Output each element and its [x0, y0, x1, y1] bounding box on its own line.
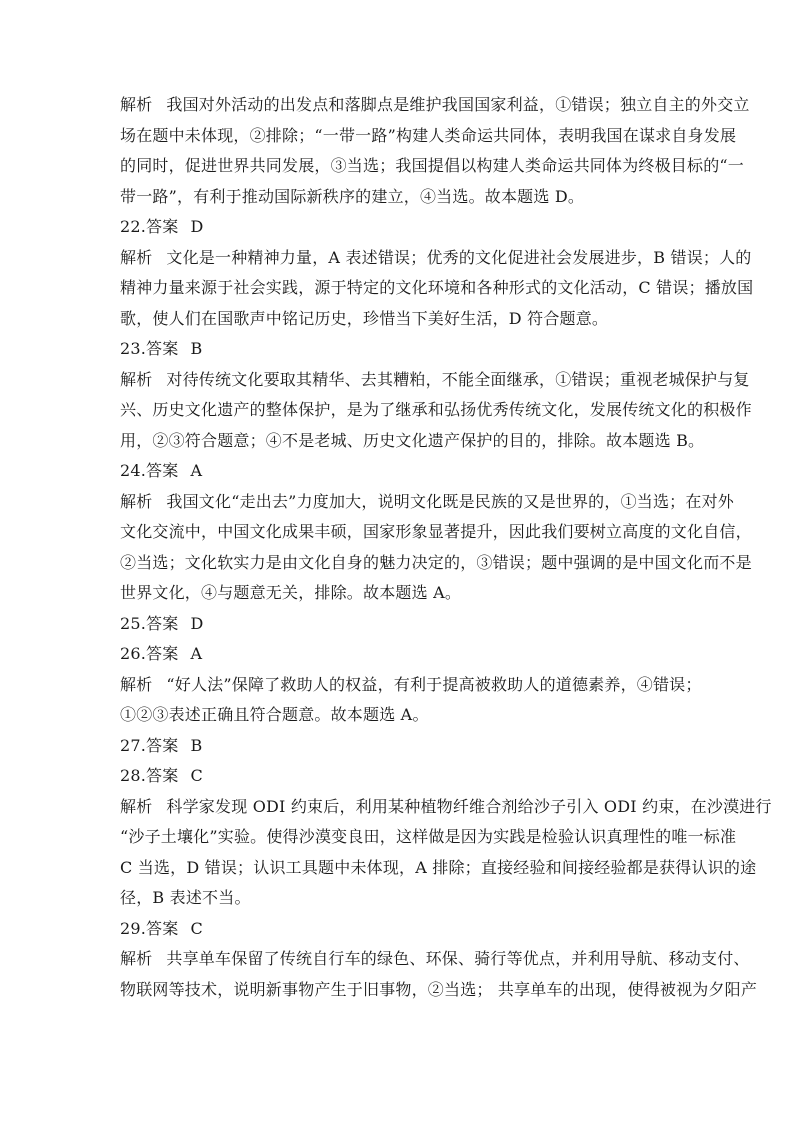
answer-value: C — [190, 918, 203, 938]
analysis-text: 科学家发现 ODI 约束后，利用某种植物纤维合剂给沙子引入 ODI 约束，在沙漠进行 — [166, 796, 772, 816]
analysis-label: 解析 — [120, 491, 153, 511]
analysis-line: 歌，使人们在国歌声中铭记历史，珍惜当下美好生活，D 符合题意。 — [120, 308, 609, 328]
question-number: 25. — [120, 613, 147, 633]
analysis-line: 场在题中未体现，②排除；“一带一路”构建人类命运共同体，表明我国在谋求自身发展 — [120, 125, 737, 145]
answer-analysis-page — [120, 90, 772, 1005]
question-number: 29. — [120, 918, 147, 938]
analysis-label: 解析 — [120, 247, 153, 267]
analysis-line: 物联网等技术，说明新事物产生于旧事物，②当选； 共享单车的出现，使得被视为夕阳产 — [120, 979, 758, 999]
analysis-label: 解析 — [120, 949, 153, 968]
analysis-label: 解析 — [120, 674, 153, 694]
answer-line — [120, 609, 682, 640]
question-number: 26. — [120, 644, 147, 663]
question-number: 23. — [120, 339, 147, 358]
answer-label: 答案 — [146, 766, 179, 785]
answer-value: A — [190, 461, 203, 480]
analysis-label: 解析 — [120, 796, 153, 816]
answer-line — [120, 914, 682, 945]
analysis-line: 兴、历史文化遗产的整体保护，是为了继承和弘扬优秀传统文化，发展传统文化的积极作 — [120, 400, 752, 419]
answer-label: 答案 — [146, 918, 179, 938]
answer-line — [120, 731, 682, 762]
answer-line — [120, 212, 682, 243]
analysis-block — [120, 792, 772, 914]
analysis-line — [120, 243, 752, 274]
question-number: 28. — [120, 766, 147, 785]
analysis-line: 文化交流中，中国文化成果丰硕，国家形象显著提升，因此我们要树立高度的文化自信， — [120, 522, 752, 541]
analysis-line: ①②③表述正确且符合题意。故本题选 A。 — [120, 705, 429, 724]
answer-label: 答案 — [146, 735, 179, 755]
analysis-line: 带一路”，有利于推动国际新秩序的建立，④当选。故本题选 D。 — [120, 186, 585, 206]
analysis-line: ②当选；文化软实力是由文化自身的魅力决定的，③错误；题中强调的是中国文化而不是 — [120, 552, 752, 572]
answer-label: 答案 — [146, 461, 179, 480]
analysis-block — [120, 243, 754, 335]
answer-value: D — [190, 613, 204, 633]
analysis-label: 解析 — [120, 369, 153, 389]
answer-value: D — [190, 217, 204, 236]
analysis-text: 共享单车保留了传统自行车的绿色、环保、骑行等优点，并利用导航、移动支付、 — [166, 949, 750, 968]
answer-value: C — [190, 766, 203, 785]
analysis-line: “沙子土壤化”实验。使得沙漠变良田，这样做是因为实践是检验认识真理性的唯一标准 — [120, 827, 737, 846]
analysis-block — [120, 90, 750, 212]
analysis-line: C 当选，D 错误；认识工具题中未体现，A 排除；直接经验和间接经验都是获得认识的途 — [120, 857, 757, 877]
analysis-text: 文化是一种精神力量，A 表述错误；优秀的文化促进社会发展进步，B 错误；人的 — [166, 247, 752, 267]
answer-value: A — [190, 644, 203, 663]
analysis-line: 的同时，促进世界共同发展，③当选；我国提倡以构建人类命运共同体为终极目标的“一 — [120, 156, 744, 175]
analysis-line — [120, 365, 750, 396]
answer-line — [120, 639, 682, 670]
analysis-line — [120, 487, 734, 518]
analysis-text: “好人法”保障了救助人的权益，有利于提高被救助人的道德素养，④错误； — [166, 674, 702, 694]
analysis-block — [120, 670, 702, 731]
analysis-label: 解析 — [120, 95, 153, 114]
question-number: 24. — [120, 461, 147, 480]
analysis-line — [120, 944, 750, 975]
analysis-line — [120, 90, 750, 121]
analysis-block — [120, 487, 752, 609]
answer-line — [120, 456, 682, 487]
question-number: 27. — [120, 735, 147, 755]
analysis-block — [120, 944, 758, 1005]
analysis-line — [120, 670, 702, 701]
analysis-line: 用，②③符合题意；④不是老城、历史文化遗产保护的目的，排除。故本题选 B。 — [120, 430, 705, 450]
answer-value: B — [190, 735, 203, 755]
analysis-line: 径，B 表述不当。 — [120, 888, 251, 907]
analysis-block — [120, 365, 752, 457]
analysis-line: 世界文化，④与题意无关，排除。故本题选 A。 — [120, 583, 462, 602]
answer-line — [120, 334, 682, 365]
answer-label: 答案 — [146, 217, 179, 236]
analysis-text: 我国文化“走出去”力度加大，说明文化既是民族的又是世界的，①当选；在对外 — [166, 491, 734, 511]
analysis-line — [120, 792, 772, 823]
answer-label: 答案 — [146, 644, 179, 663]
analysis-text: 对待传统文化要取其精华、去其糟粕，不能全面继承，①错误；重视老城保护与复 — [166, 369, 750, 389]
answer-value: B — [190, 339, 203, 358]
answer-label: 答案 — [146, 613, 179, 633]
answer-line — [120, 761, 682, 792]
analysis-line: 精神力量来源于社会实践，源于特定的文化环境和各种形式的文化活动，C 错误；播放国 — [120, 278, 754, 297]
analysis-text: 我国对外活动的出发点和落脚点是维护我国国家利益，①错误；独立自主的外交立 — [166, 95, 750, 114]
question-number: 22. — [120, 217, 147, 236]
answer-label: 答案 — [146, 339, 179, 358]
